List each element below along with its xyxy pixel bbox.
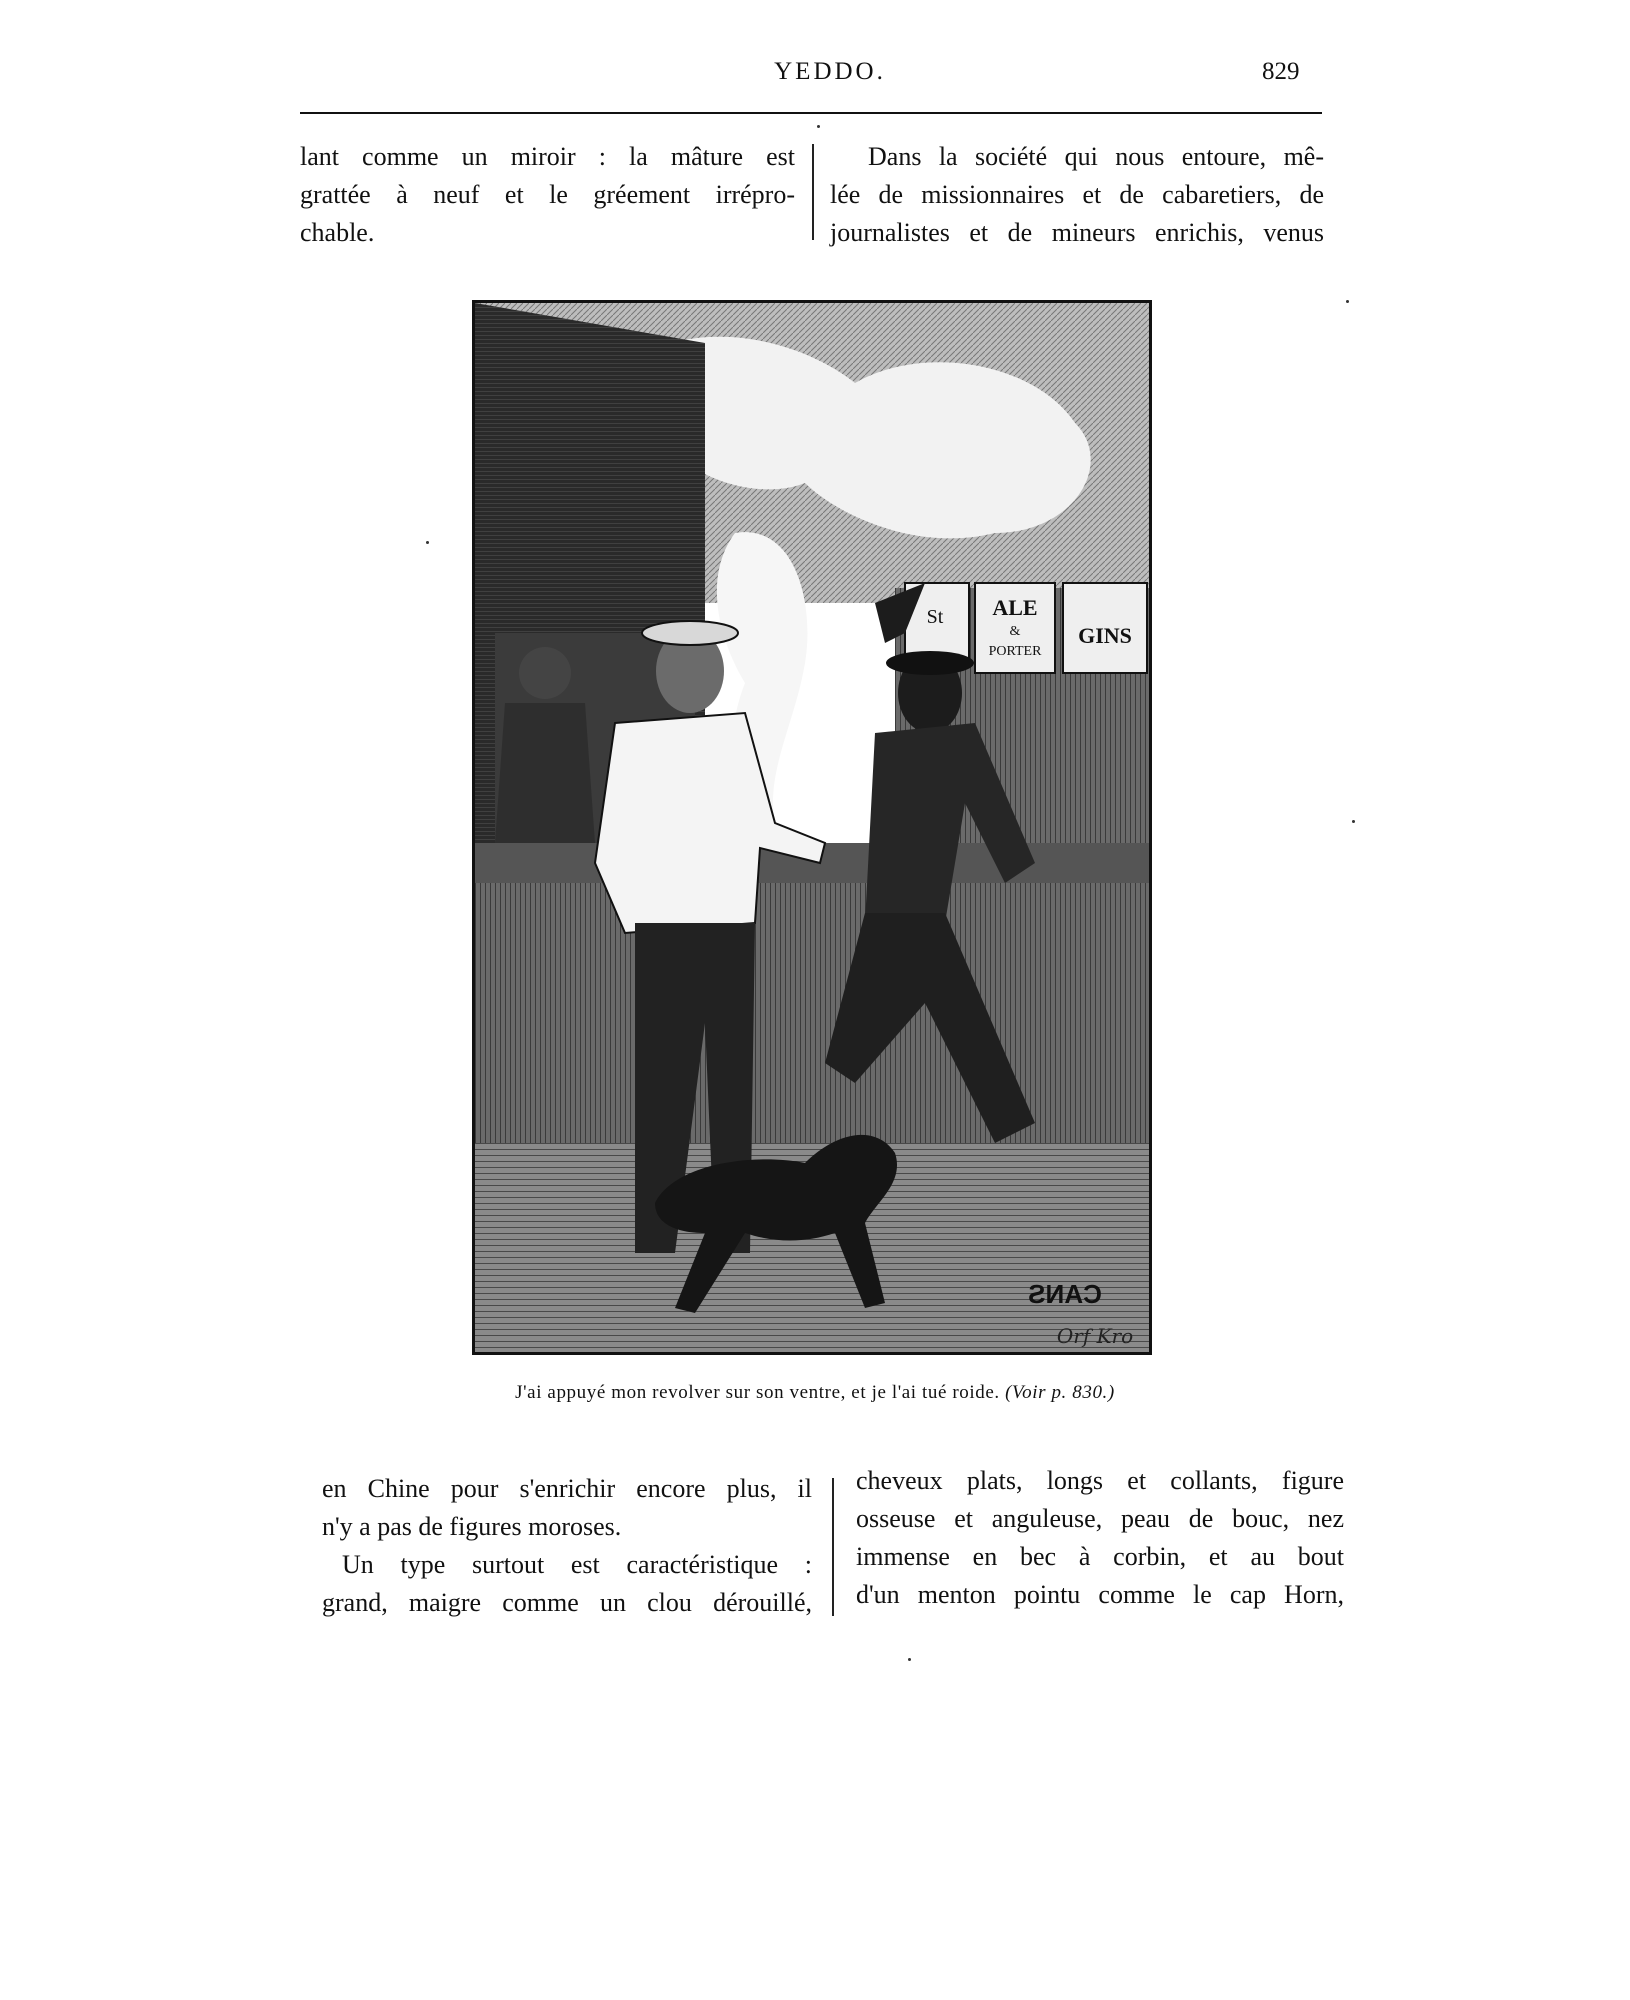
barman-body bbox=[495, 703, 595, 843]
caption-text: J'ai appuyé mon revolver sur son ventre, et je l'ai tué roide. bbox=[515, 1382, 1000, 1403]
text-line: n'y a pas de figures moroses. bbox=[322, 1512, 622, 1541]
bar-counter bbox=[475, 883, 1149, 1143]
text-line: lant comme un miroir : la mâture est bbox=[300, 142, 795, 171]
figure-caption bbox=[0, 1382, 1630, 1404]
top-right-column bbox=[830, 138, 1324, 252]
barman-head bbox=[519, 647, 571, 699]
column-divider bbox=[832, 1478, 834, 1616]
print-speck bbox=[1352, 820, 1355, 823]
engraving-scene bbox=[475, 303, 1149, 1352]
print-speck bbox=[1346, 300, 1349, 303]
sign-st-text: St bbox=[926, 606, 944, 628]
column-divider bbox=[812, 144, 814, 240]
text-line: grattée à neuf et le gréement irrépro- bbox=[300, 180, 795, 209]
floor-text: CANS bbox=[1028, 1279, 1102, 1309]
bottom-right-column bbox=[856, 1462, 1344, 1614]
header-rule bbox=[300, 112, 1322, 114]
attacker-hat bbox=[886, 651, 974, 675]
engraver-signature: Orf Kro bbox=[1056, 1324, 1134, 1348]
sign-ale-text: ALE bbox=[992, 595, 1038, 620]
text-line: Dans la société qui nous entoure, mê- bbox=[868, 142, 1324, 171]
running-title: YEDDO. bbox=[774, 58, 886, 85]
text-line: en Chine pour s'enrichir encore plus, il bbox=[322, 1474, 812, 1503]
sign-porter-text: PORTER bbox=[988, 644, 1042, 659]
text-line: cheveux plats, longs et collants, figure bbox=[856, 1466, 1344, 1495]
bottom-left-column bbox=[322, 1470, 812, 1622]
print-speck bbox=[817, 125, 820, 128]
text-line: osseuse et anguleuse, peau de bouc, nez bbox=[856, 1504, 1344, 1533]
print-speck bbox=[426, 541, 429, 544]
text-line: lée de missionnaires et de cabaretiers, de bbox=[830, 180, 1324, 209]
caption-reference: (Voir p. 830.) bbox=[1005, 1382, 1115, 1403]
text-line: d'un menton pointu comme le cap Horn, bbox=[856, 1580, 1344, 1609]
text-line: Un type surtout est caractéristique : bbox=[342, 1550, 812, 1579]
text-line: chable. bbox=[300, 218, 375, 247]
man-straw-hat bbox=[642, 621, 738, 645]
engraving-illustration bbox=[472, 300, 1152, 1355]
sign-gins-text: GINS bbox=[1078, 623, 1132, 648]
text-line: grand, maigre comme un clou dérouillé, bbox=[322, 1588, 812, 1617]
text-line: journalistes et de mineurs enrichis, venus bbox=[830, 218, 1324, 247]
page-number: 829 bbox=[1262, 58, 1300, 85]
print-speck bbox=[908, 1658, 911, 1661]
sign-amp-text: & bbox=[1009, 624, 1021, 639]
top-left-column bbox=[300, 138, 795, 252]
text-line: immense en bec à corbin, et au bout bbox=[856, 1542, 1344, 1571]
